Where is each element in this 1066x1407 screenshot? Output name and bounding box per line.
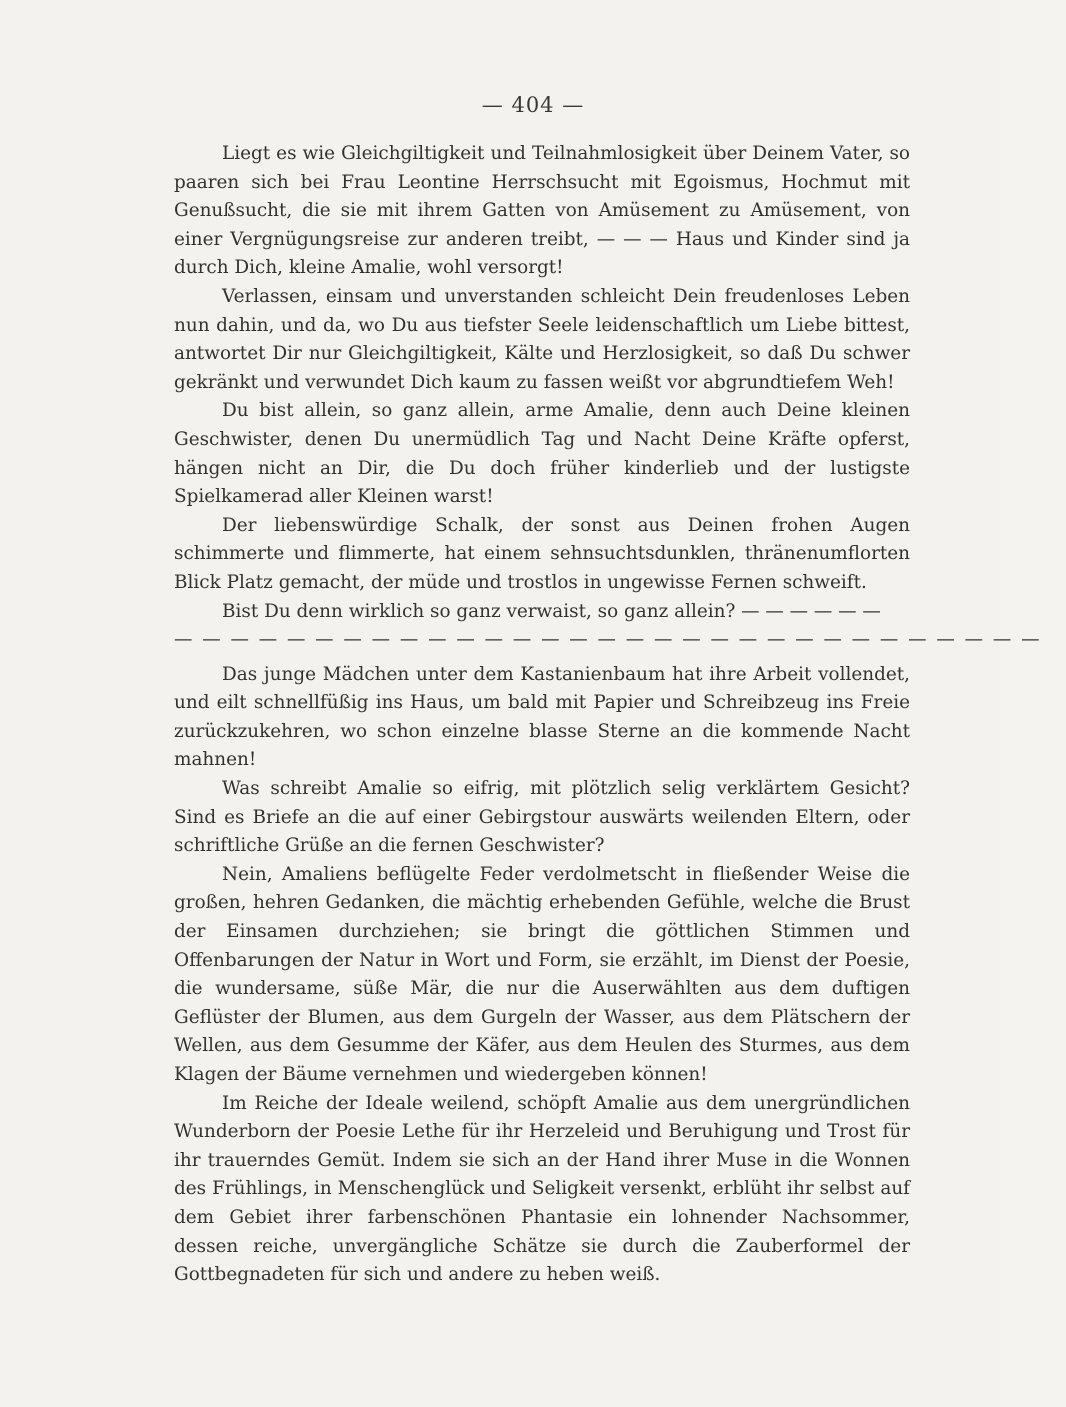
paragraph: Im Reiche der Ideale weilend, schöpft Amalie aus dem unergründlichen Wunderborn der Poesie Lethe für ihr Herzeleid und Beruhigung und Trost für ihr trauerndes Gemüt. Indem sie sich an der Hand ihrer Muse in die Wonnen des Frühlings, in Menschenglück und Seligkeit versenkt, erblüht ihr selbst auf dem Gebiet ihrer farbenschönen Phantasie ein lohnender Nachsommer, dessen reiche, unvergängliche Schätze sie durch die Zauberformel der Gottbegnadeten für sich und andere zu heben weiß. <box>174 1092 910 1286</box>
paragraph: Der liebenswürdige Schalk, der sonst aus Deinen frohen Augen schimmerte und flimmerte, hat einem sehnsuchtsdunklen, thränenumflorten Blick Platz gemacht, der müde und trostlos in ungewisse Fernen schweift. <box>174 514 910 593</box>
page-number: — 404 — <box>481 93 585 117</box>
paragraph: Verlassen, einsam und unverstanden schleicht Dein freudenloses Leben nun dahin, und da, wo Du aus tiefster Seele leidenschaftlich um Liebe bittest, antwortet Dir nur Gleichgiltigkeit, Kälte und Herzlosigkeit, so daß Du schwer gekränkt und verwundet Dich kaum zu fassen weißt vor abgrundtiefem Weh! <box>174 285 910 393</box>
paragraph: Was schreibt Amalie so eifrig, mit plötzlich selig verklärtem Gesicht? Sind es Briefe an die auf einer Gebirgstour auswärts weilenden Eltern, oder schriftliche Grüße an die fernen Geschwister? <box>174 778 910 857</box>
paragraph: Bist Du denn wirklich so ganz verwaist, so ganz allein? — — — — — — <box>222 600 881 622</box>
separator-dash-line: — — — — — — — — — — — — — — — — — — — — — — — — — — — — — — — <box>174 629 1042 651</box>
body-text <box>174 140 1042 1290</box>
paragraph: Du bist allein, so ganz allein, arme Amalie, denn auch Deine kleinen Geschwister, denen Du unermüdlich Tag und Nacht Deine Kräfte opferst, hängen nicht an Dir, die Du doch früher kinderlieb und der lustigste Spielkamerad aller Kleinen warst! <box>174 400 910 508</box>
paragraph: Nein, Amaliens beflügelte Feder verdolmetscht in fließender Weise die großen, hehren Gedanken, die mächtig erhebenden Gefühle, welche die Brust der Einsamen durchziehen; sie bringt die göttlichen Stimmen und Offenbarungen der Natur in Wort und Form, sie erzählt, im Dienst der Poesie, die wundersame, süße Mär, die nur die Auserwählten aus dem duftigen Geflüster der Blumen, aus dem Gurgeln der Wasser, aus dem Plätschern der Wellen, aus dem Gesumme der Käfer, aus dem Heulen des Sturmes, aus dem Klagen der Bäume vernehmen und wiedergeben können! <box>174 863 910 1085</box>
paragraph: Liegt es wie Gleichgiltigkeit und Teilnahmlosigkeit über Deinem Vater, so paaren sich bei Frau Leontine Herrschsucht mit Egoismus, Hochmut mit Genußsucht, die sie mit ihrem Gatten von Amüsement zu Amüsement, von einer Vergnügungsreise zur anderen treibt, — — — Haus und Kinder sind ja durch Dich, kleine Amalie, wohl versorgt! <box>174 143 910 279</box>
paragraph: Das junge Mädchen unter dem Kastanienbaum hat ihre Arbeit vollendet, und eilt schnellfüßig ins Haus, um bald mit Papier und Schreibzeug ins Freie zurückzukehren, wo schon einzelne blasse Sterne an die kommende Nacht mahnen! <box>174 663 910 771</box>
